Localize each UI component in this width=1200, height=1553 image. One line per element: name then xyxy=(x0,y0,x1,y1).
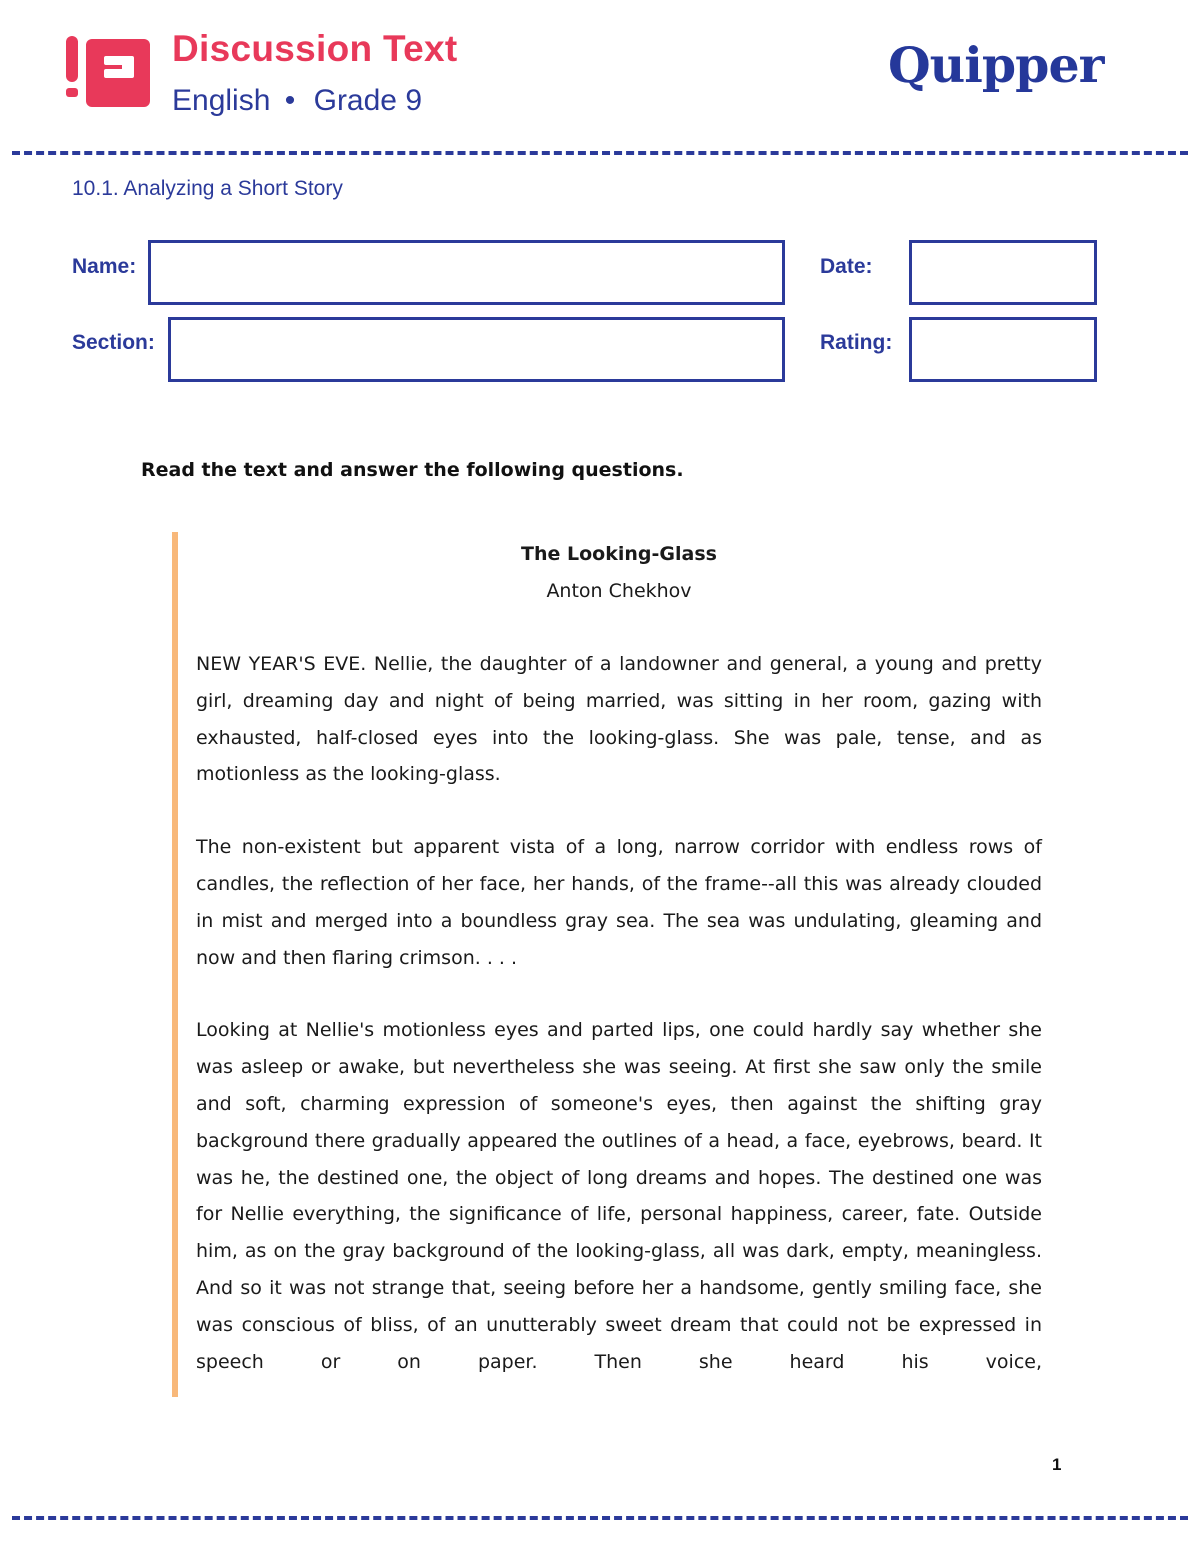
story-title: The Looking-Glass xyxy=(521,543,717,565)
grade-label: Grade 9 xyxy=(313,84,423,117)
story-text-block xyxy=(196,536,1042,1416)
quote-accent-bar xyxy=(172,532,178,1397)
page-number: 1 xyxy=(1052,1455,1062,1474)
subject-grade-line xyxy=(172,84,422,118)
name-label: Name: xyxy=(72,255,137,278)
document-type-title: Discussion Text xyxy=(172,28,458,69)
rating-label: Rating: xyxy=(820,331,893,354)
story-paragraph-1: NEW YEAR'S EVE. Nellie, the daughter of a landowner and general, a young and pretty girl, dreaming day and night of being married, was sitting in her room, gazing with exhausted, half-closed eyes into the looking-glass. She was pale, tense, and as motionless as the looking-glass. xyxy=(196,653,1042,786)
section-field[interactable] xyxy=(168,317,785,382)
discussion-text-logo-icon xyxy=(64,36,152,110)
top-dashed-divider xyxy=(12,151,1188,155)
story-author: Anton Chekhov xyxy=(546,580,692,602)
lesson-title: 10.1. Analyzing a Short Story xyxy=(72,177,343,200)
subject-label: English xyxy=(172,84,271,117)
name-field[interactable] xyxy=(148,240,785,305)
story-paragraph-2: The non-existent but apparent vista of a long, narrow corridor with endless rows of candles, the reflection of her face, her hands, of the frame--all this was already clouded in mist and merged into a boundless gray sea. The sea was undulating, gleaming and now and then flaring crimson. . . . xyxy=(196,836,1042,969)
separator-dot: • xyxy=(284,84,296,117)
quipper-logo: Quipper xyxy=(888,36,1104,94)
instructions-text: Read the text and answer the following questions. xyxy=(141,459,684,481)
date-field[interactable] xyxy=(909,240,1097,305)
section-label: Section: xyxy=(72,331,155,354)
story-paragraph-3: Looking at Nellie's motionless eyes and parted lips, one could hardly say whether she was asleep or awake, but nevertheless she was seeing. At first she saw only the smile and soft, charming expression of someone's eyes, then against the shifting gray background there gradually appeared the outlines of a head, a face, eyebrows, beard. It was he, the destined one, the object of long dreams and hopes. The destined one was for Nellie everything, the significance of life, personal happiness, career, fate. Outside him, as on the gray background of the looking-glass, all was dark, empty, meaningless. And so it was not strange that, seeing before her a handsome, gently smiling face, she was conscious of bliss, of an unutterably sweet dream that could not be expressed in speech or on paper. Then she heard his voice, xyxy=(196,1019,1042,1373)
date-label: Date: xyxy=(820,255,873,278)
rating-field[interactable] xyxy=(909,317,1097,382)
bottom-dashed-divider xyxy=(12,1516,1188,1520)
